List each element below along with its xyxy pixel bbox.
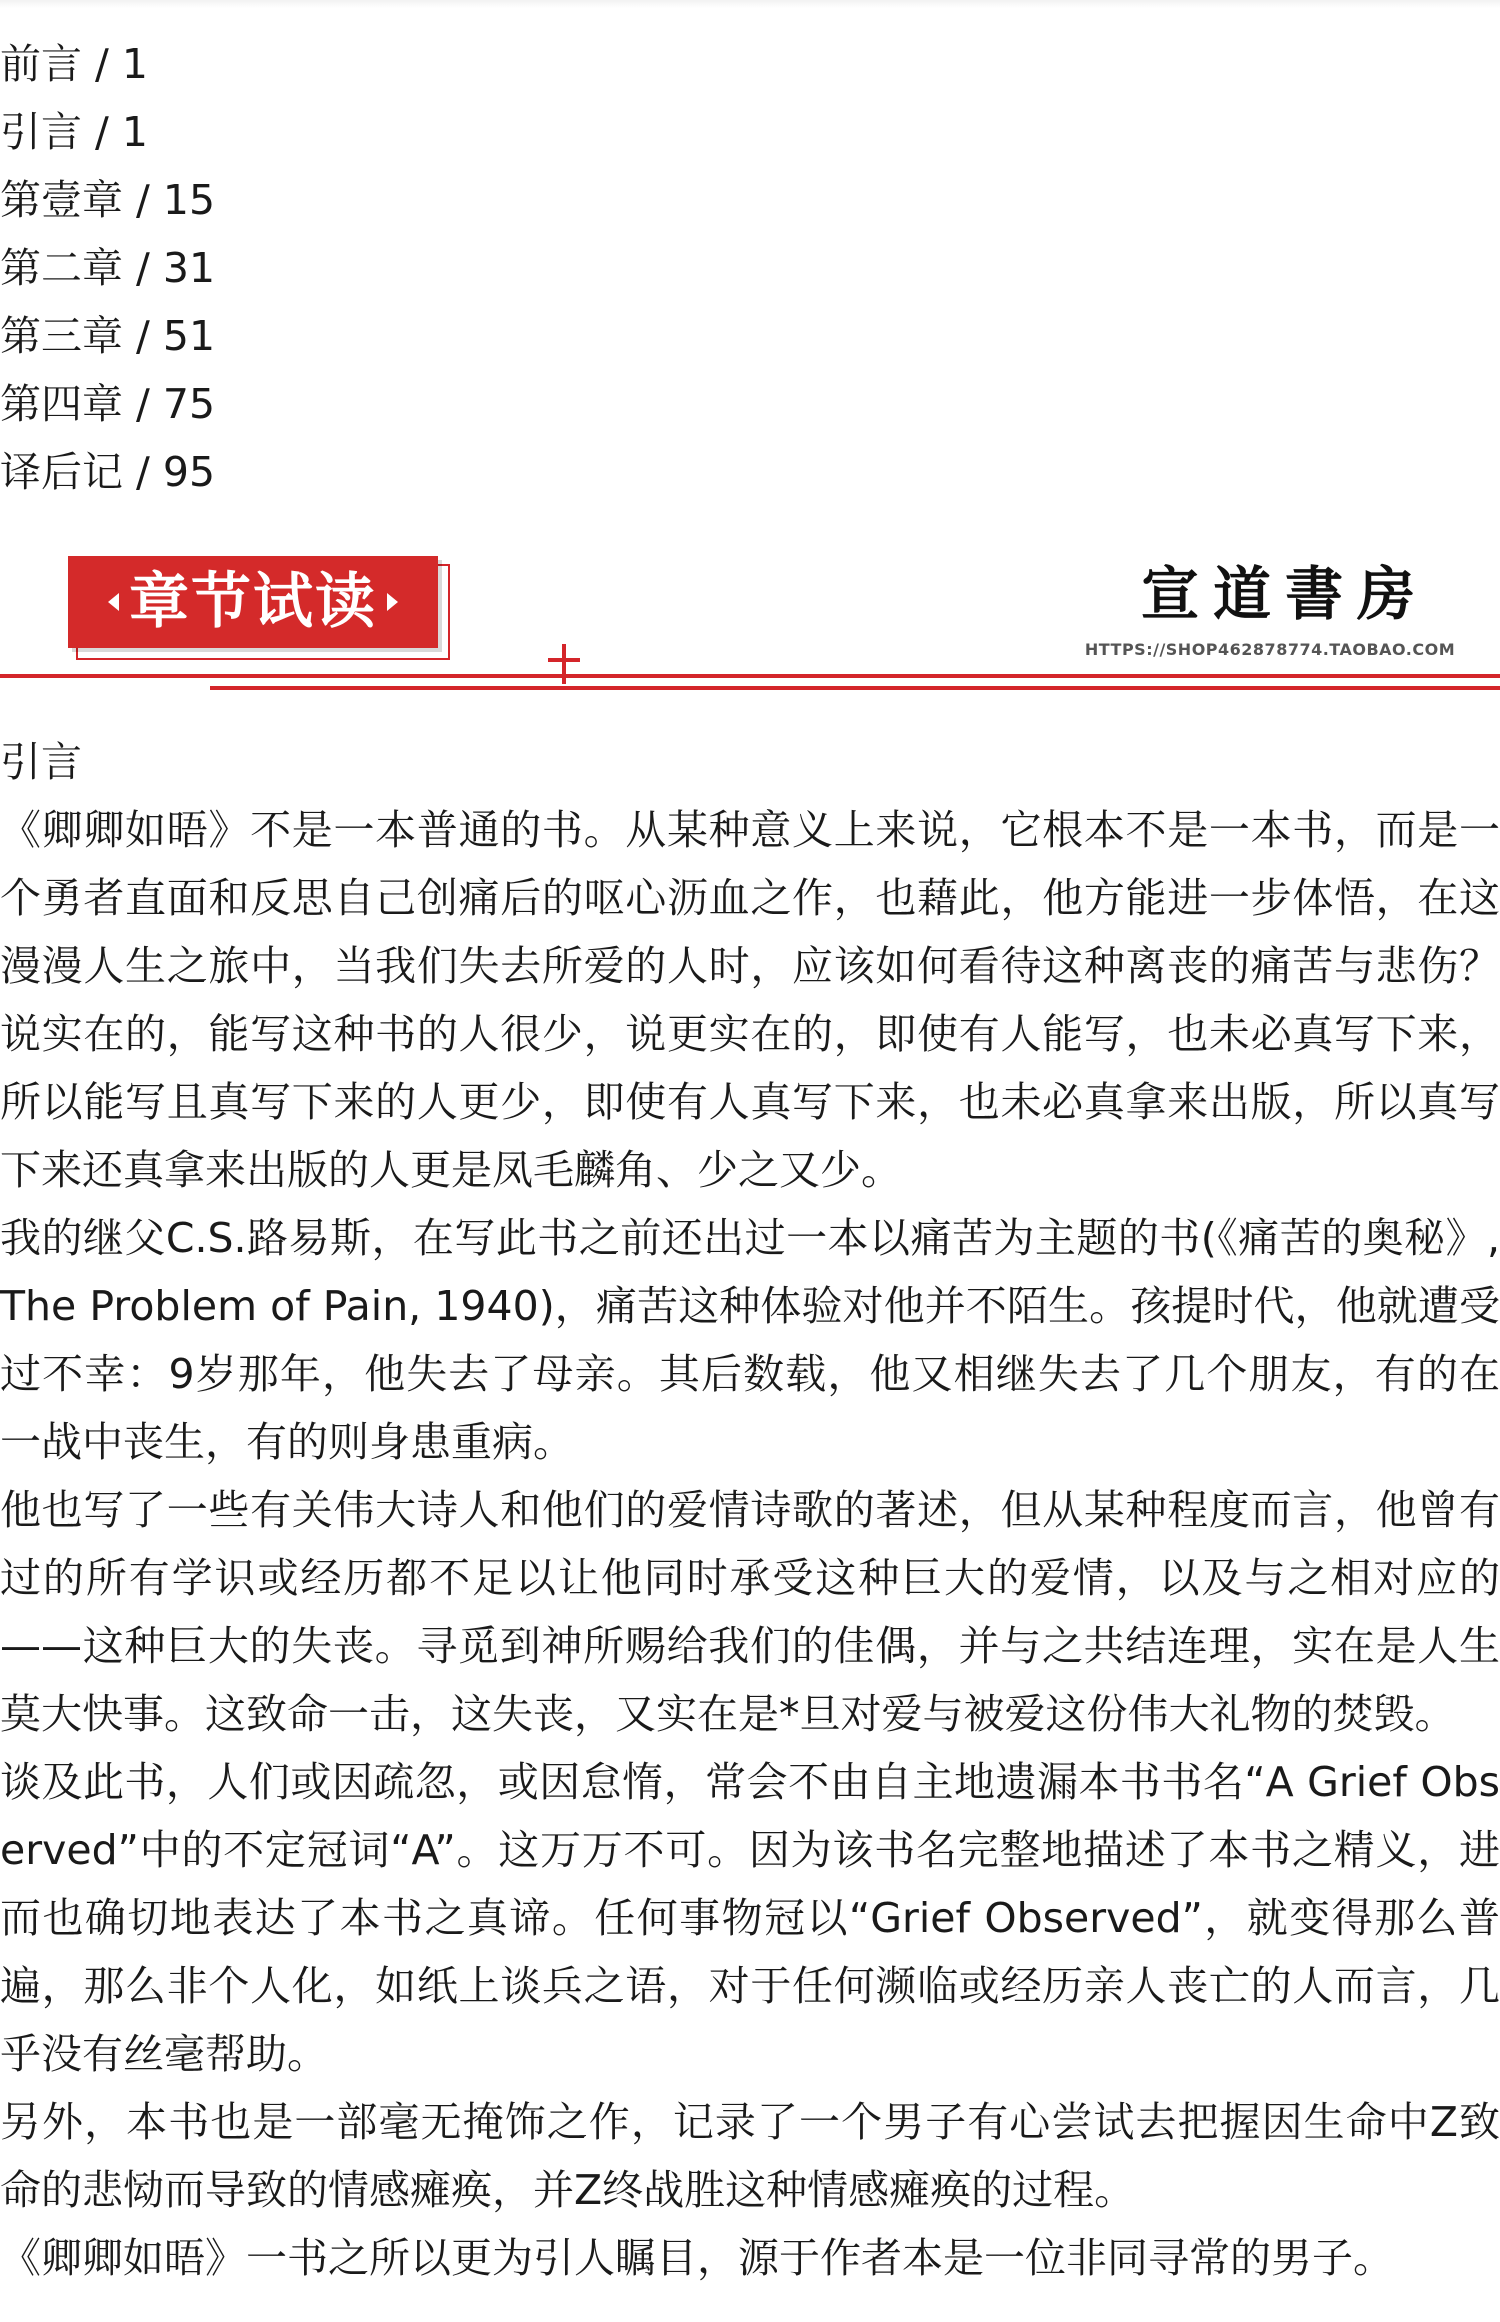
chapter-preview-banner (0, 548, 1500, 698)
table-of-contents (0, 30, 700, 506)
toc-item-chapter-4: 第四章 / 75 (0, 380, 216, 428)
section-heading: 引言 (0, 738, 82, 786)
triangle-right-icon (387, 593, 398, 611)
shop-logo-text: 宣道書房 (1140, 560, 1429, 628)
toc-item-afterword: 译后记 / 95 (0, 448, 216, 496)
paragraph: 谈及此书，人们或因疏忽，或因怠惰，常会不由自主地遗漏本书书名“A Grief Observed”中的不定冠词“A”。这万万不可。因为该书名完整地描述了本书之精义，进而也确切地表达了本书之真谛。任何事物冠以“Grief Observed”，就变得那么普遍，那么非个人化，如纸上谈兵之语，对于任何濒临或经历亲人丧亡的人而言，几乎没有丝毫帮助。 (0, 1758, 1500, 2078)
article-body (0, 728, 1500, 2292)
paragraph: 他也写了一些有关伟大诗人和他们的爱情诗歌的著述，但从某种程度而言，他曾有过的所有学识或经历都不足以让他同时承受这种巨大的爱情，以及与之相对应的——这种巨大的失丧。寻觅到神所赐给我们的佳偶，并与之共结连理，实在是人生莫大快事。这致命一击，这失丧，又实在是*旦对爱与被爱这份伟大礼物的焚毁。 (0, 1486, 1500, 1738)
paragraph: 《卿卿如晤》一书之所以更为引人瞩目，源于作者本是一位非同寻常的男子。 (0, 2234, 1394, 2282)
cross-ornament-icon (544, 644, 584, 684)
top-edge-strip (0, 0, 1500, 8)
toc-item-chapter-2: 第二章 / 31 (0, 244, 216, 292)
banner-divider-line (0, 674, 1500, 678)
toc-item-chapter-1: 第壹章 / 15 (0, 176, 216, 224)
chapter-preview-badge (68, 556, 438, 648)
paragraph: 另外，本书也是一部毫无掩饰之作，记录了一个男子有心尝试去把握因生命中Z致命的悲恸而导致的情感瘫痪，并Z终战胜这种情感瘫痪的过程。 (0, 2098, 1500, 2214)
toc-item-introduction: 引言 / 1 (0, 108, 148, 156)
badge-label: 章节试读 (129, 567, 377, 637)
toc-item-preface: 前言 / 1 (0, 40, 148, 88)
paragraph: 我的继父C.S.路易斯，在写此书之前还出过一本以痛苦为主题的书(《痛苦的奥秘》, The Problem of Pain, 1940)，痛苦这种体验对他并不陌生。孩提时代，他就遭受过不幸：9岁那年，他失去了母亲。其后数载，他又相继失去了几个朋友，有的在一战中丧生，有的则身患重病。 (0, 1214, 1500, 1466)
paragraph: 《卿卿如晤》不是一本普通的书。从某种意义上来说，它根本不是一本书，而是一个勇者直面和反思自己创痛后的呕心沥血之作，也藉此，他方能进一步体悟，在这漫漫人生之旅中，当我们失去所爱的人时，应该如何看待这种离丧的痛苦与悲伤？说实在的，能写这种书的人很少，说更实在的，即使有人能写，也未必真写下来，所以能写且真写下来的人更少，即使有人真写下来，也未必真拿来出版，所以真写下来还真拿来出版的人更是凤毛麟角、少之又少。 (0, 806, 1500, 1194)
banner-divider-line-secondary (210, 686, 1500, 690)
triangle-left-icon (108, 593, 119, 611)
toc-item-chapter-3: 第三章 / 51 (0, 312, 216, 360)
shop-url: HTTPS://SHOP462878774.TAOBAO.COM (1084, 640, 1456, 659)
